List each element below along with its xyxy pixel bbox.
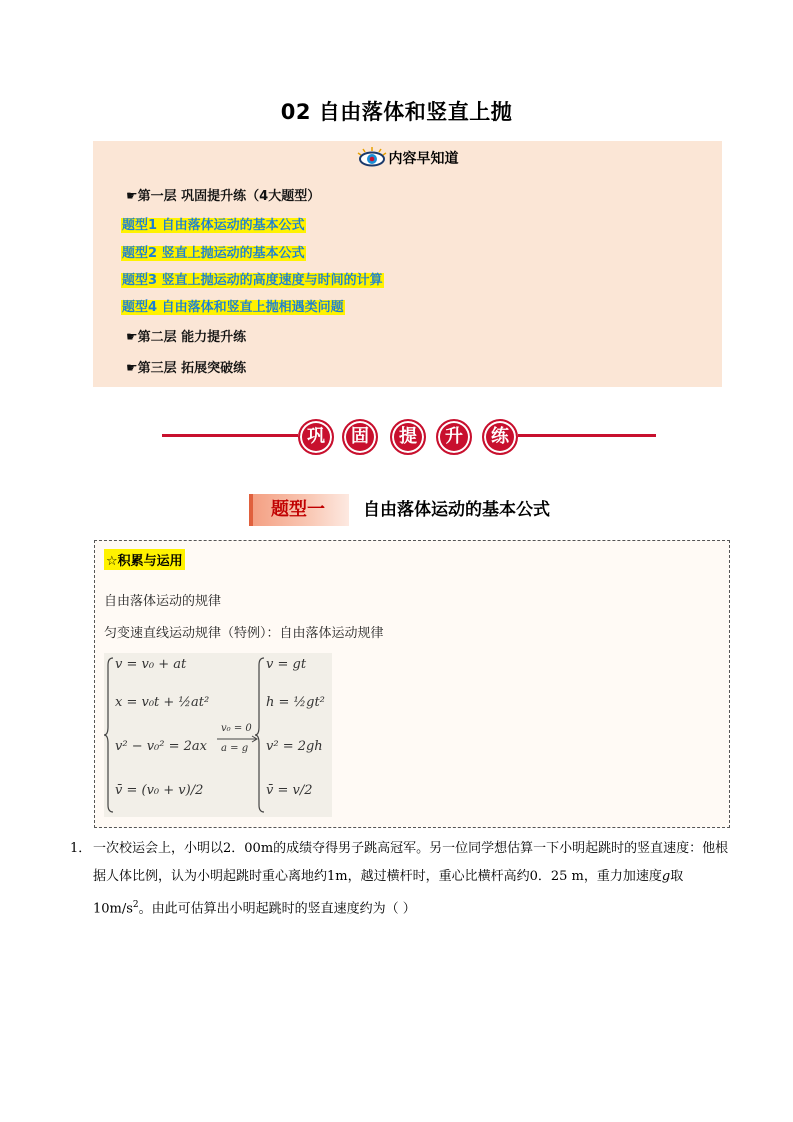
banner-char: 固	[342, 419, 378, 455]
toc-layer-1[interactable]	[126, 185, 320, 204]
formula-arrow-top: v₀ = 0	[221, 723, 252, 734]
banner-char: 提	[390, 419, 426, 455]
toc-type-3-link[interactable]: 题型3 竖直上抛运动的高度速度与时间的计算	[122, 273, 383, 288]
toc-layer-label: 第一层 巩固提升练（4大题型）	[137, 189, 321, 204]
toc-type-1-link[interactable]: 题型1 自由落体运动的基本公式	[122, 218, 305, 233]
toc-panel	[93, 141, 722, 387]
question-symbol-g: g	[661, 869, 671, 884]
toc-heading: 内容早知道	[388, 151, 459, 167]
section-tag: 题型一	[249, 494, 349, 526]
knowledge-tag: ☆积累与运用	[104, 549, 185, 570]
toc-layer-label: 第三层 拓展突破练	[137, 361, 247, 376]
toc-layer-2[interactable]	[126, 326, 246, 345]
toc-header	[93, 147, 722, 171]
question-number: 1．	[70, 841, 92, 856]
toc-type-2-link[interactable]: 题型2 竖直上抛运动的基本公式	[122, 246, 305, 261]
banner-char: 练	[482, 419, 518, 455]
formula-arrow-bottom: a = g	[221, 743, 249, 754]
banner-char: 巩	[298, 419, 334, 455]
question-superscript: 2	[132, 900, 139, 910]
knowledge-line: 匀变速直线运动规律（特例）：自由落体运动规律	[104, 626, 384, 641]
knowledge-line: 自由落体运动的规律	[104, 594, 222, 609]
banner-char: 升	[436, 419, 472, 455]
pointing-hand-icon: ☛	[126, 361, 138, 376]
formula-right-1: v = gt	[266, 657, 307, 672]
formula-left-2: x = v₀t + ½at²	[115, 695, 210, 710]
formula-left-4: v̄ = (v₀ + v)/2	[115, 783, 204, 798]
knowledge-box	[94, 540, 730, 828]
formula-left-3: v² − v₀² = 2ax	[115, 739, 207, 754]
question-text-part: 一次校运会上，小明以2．00m的成绩夺得男子跳高冠军。另一位同学想估算一下小明起跳时的竖直速度：他根据人体比例，认为小明起跳时重心离地约1m，越过横杆时，重心比横杆高约0．25 m，重力加速度	[93, 841, 729, 884]
formula-right-2: h = ½gt²	[266, 695, 325, 710]
toc-layer-label: 第二层 能力提升练	[137, 330, 247, 345]
formula-left-1: v = v₀ + at	[115, 657, 187, 672]
toc-type-4-link[interactable]: 题型4 自由落体和竖直上抛相遇类问题	[122, 300, 344, 315]
pointing-hand-icon: ☛	[126, 189, 138, 204]
formula-image	[104, 653, 332, 817]
section-banner	[162, 419, 656, 453]
formula-right-3: v² = 2gh	[266, 739, 323, 754]
question-1	[70, 835, 730, 923]
formula-right-4: v̄ = v/2	[266, 783, 313, 798]
banner-line-left	[162, 434, 298, 437]
question-text	[93, 835, 730, 923]
toc-layer-3[interactable]	[126, 357, 246, 376]
eye-icon	[357, 147, 387, 171]
page-title: 02 自由落体和竖直上抛	[280, 100, 513, 124]
banner-line-right	[518, 434, 656, 437]
pointing-hand-icon: ☛	[126, 330, 138, 345]
section-title: 自由落体运动的基本公式	[363, 500, 550, 520]
question-text-part: 取10m/s	[93, 869, 684, 917]
question-text-part: 。由此可估算出小明起跳时的竖直速度约为（ ）	[138, 901, 416, 917]
